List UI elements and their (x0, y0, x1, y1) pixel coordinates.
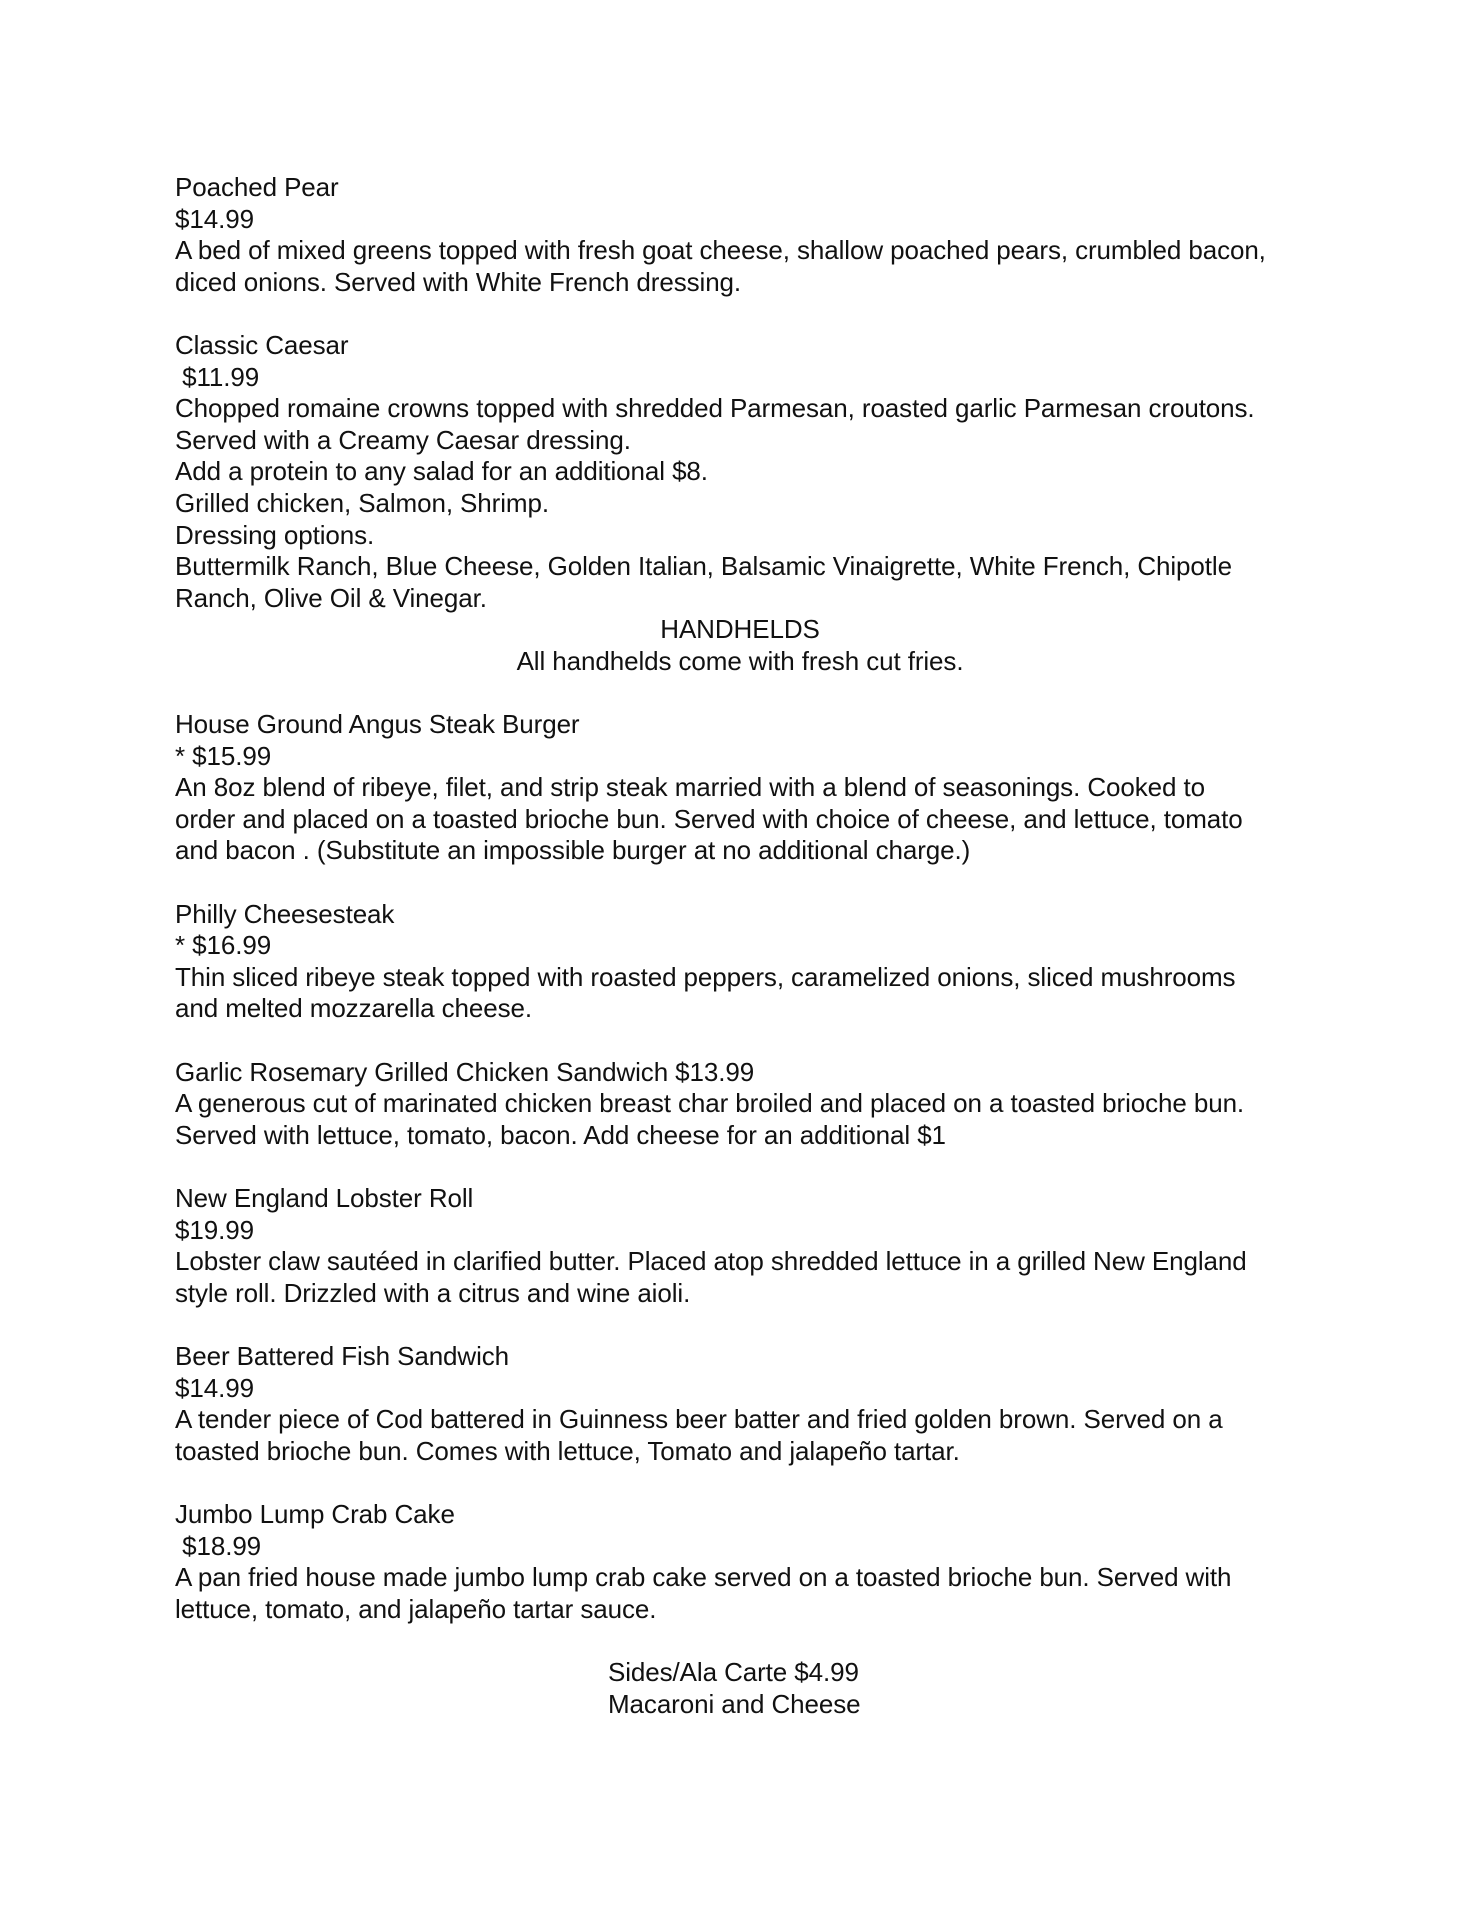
salad-item-classic-caesar (175, 330, 1305, 456)
item-price: $19.99 (175, 1214, 254, 1245)
item-description-line: Served with a Creamy Caesar dressing. (175, 424, 631, 455)
item-name: Poached Pear (175, 172, 339, 202)
item-description-line: toasted brioche bun. Comes with lettuce, Tomato and jalapeño tartar. (175, 1435, 960, 1466)
item-price: * $16.99 (175, 930, 272, 961)
item-price: $11.99 (175, 361, 260, 392)
item-name: Jumbo Lump Crab Cake (175, 1498, 455, 1529)
handheld-item-lobster-roll (175, 1183, 1305, 1309)
item-description-line: An 8oz blend of ribeye, filet, and strip steak married with a blend of seasonings. Cooked to (175, 772, 1205, 803)
item-description-line: A generous cut of marinated chicken breast char broiled and placed on a toasted brioche bun. (175, 1088, 1245, 1119)
protein-options: Grilled chicken, Salmon, Shrimp. (175, 487, 549, 518)
item-description-line: Served with lettuce, tomato, bacon. Add cheese for an additional $1 (175, 1119, 946, 1150)
item-description-line: diced onions. Served with White French dressing. (175, 266, 742, 297)
item-description-line: lettuce, tomato, and jalapeño tartar sauce. (175, 1593, 657, 1624)
item-price: $18.99 (175, 1530, 262, 1561)
menu-page (175, 172, 1305, 1720)
item-name: Garlic Rosemary Grilled Chicken Sandwich $13.99 (175, 1056, 755, 1087)
handheld-item-chicken-sandwich (175, 1057, 1305, 1152)
salad-item-poached-pear (175, 172, 1305, 298)
dressing-list-line: Buttermilk Ranch, Blue Cheese, Golden Italian, Balsamic Vinaigrette, White French, Chipotle (175, 551, 1232, 582)
sides-heading: Sides/Ala Carte $4.99 (608, 1656, 859, 1687)
item-description-line: A tender piece of Cod battered in Guinness beer batter and fried golden brown. Served on a (175, 1404, 1223, 1435)
item-description-line: A pan fried house made jumbo lump crab cake served on a toasted brioche bun. Served with (175, 1562, 1232, 1593)
item-description-line: A bed of mixed greens topped with fresh goat cheese, shallow poached pears, crumbled bacon, (175, 235, 1266, 266)
dressing-heading: Dressing options. (175, 519, 375, 550)
item-description-line: style roll. Drizzled with a citrus and wine aioli. (175, 1277, 691, 1308)
item-price: $14.99 (175, 203, 254, 234)
protein-add-note: Add a protein to any salad for an additional $8. (175, 456, 708, 487)
item-name: House Ground Angus Steak Burger (175, 709, 580, 740)
item-description-line: order and placed on a toasted brioche bun. Served with choice of cheese, and lettuce, tomato (175, 803, 1243, 834)
handheld-item-fish-sandwich (175, 1341, 1305, 1467)
item-price: * $15.99 (175, 740, 272, 771)
handheld-item-crab-cake (175, 1499, 1305, 1625)
item-description-line: and melted mozzarella cheese. (175, 993, 532, 1024)
handhelds-heading: HANDHELDS (660, 614, 820, 645)
item-name: New England Lobster Roll (175, 1183, 474, 1213)
item-name: Beer Battered Fish Sandwich (175, 1340, 510, 1371)
item-description-line: Thin sliced ribeye steak topped with roasted peppers, caramelized onions, sliced mushrooms (175, 961, 1236, 992)
item-name: Philly Cheesesteak (175, 898, 395, 929)
side-item: Macaroni and Cheese (608, 1688, 861, 1719)
sides-section (175, 1657, 1305, 1720)
item-description-line: Lobster claw sautéed in clarified butter. Placed atop shredded lettuce in a grilled New England (175, 1246, 1247, 1277)
item-price: $14.99 (175, 1372, 254, 1403)
handheld-item-philly-cheesesteak (175, 899, 1305, 1025)
handheld-item-burger (175, 709, 1305, 867)
item-name: Classic Caesar (175, 329, 349, 360)
dressing-list-line: Ranch, Olive Oil & Vinegar. (175, 582, 487, 613)
salad-notes (175, 456, 1305, 614)
item-description-line: Chopped romaine crowns topped with shredded Parmesan, roasted garlic Parmesan croutons. (175, 393, 1255, 424)
handhelds-subheading: All handhelds come with fresh cut fries. (516, 645, 964, 676)
item-description-line: and bacon . (Substitute an impossible burger at no additional charge.) (175, 835, 971, 866)
